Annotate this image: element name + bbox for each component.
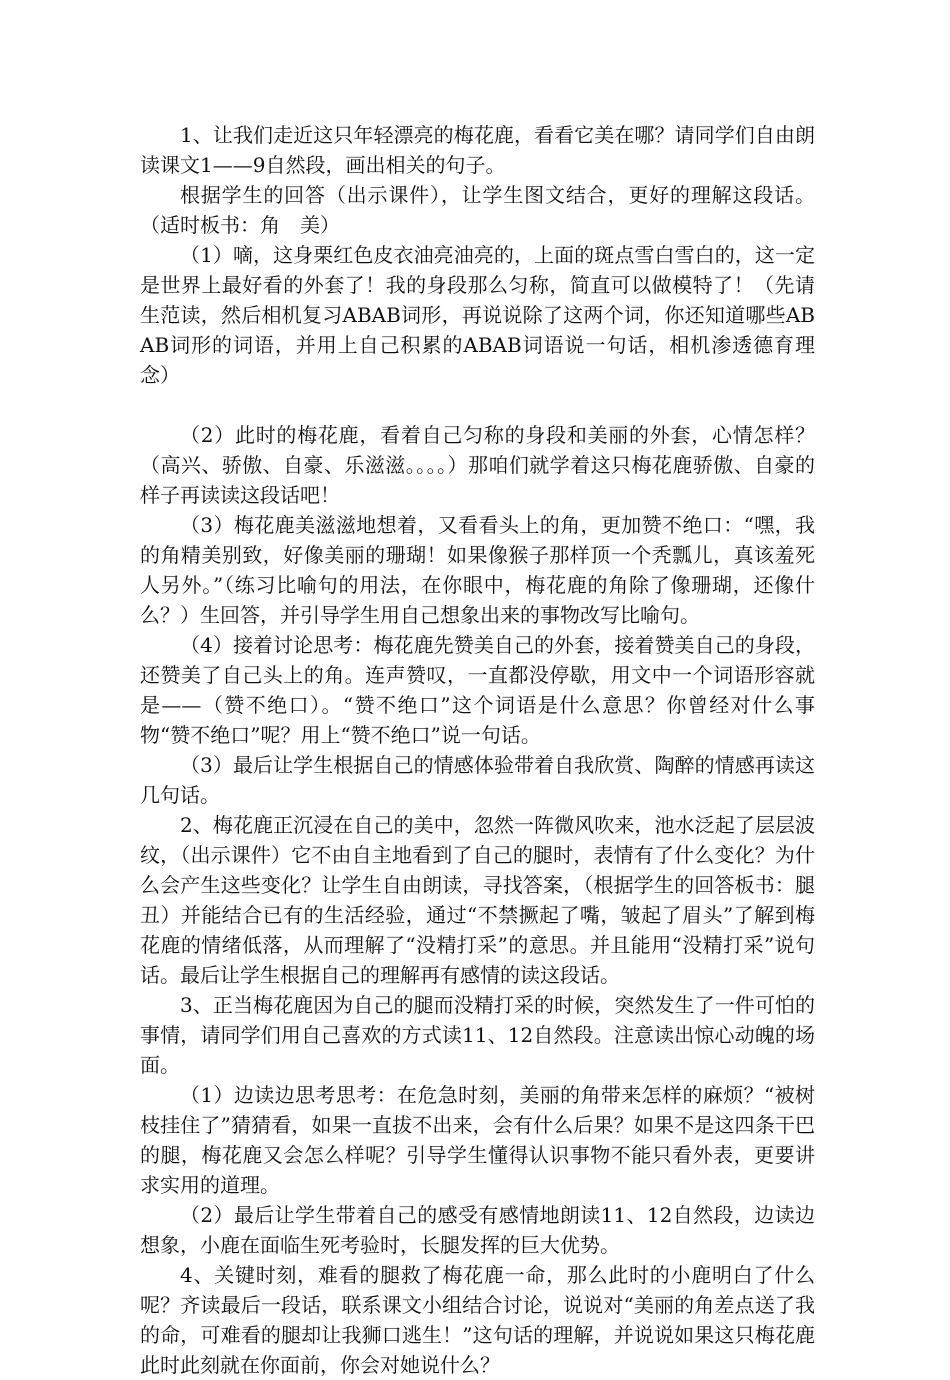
paragraph-2: 根据学生的回答（出示课件），让学生图文结合，更好的理解这段话。（适时板书：角 美） bbox=[140, 183, 815, 237]
paragraph-12: 4、关键时刻，难看的腿救了梅花鹿一命，那么此时的小鹿明白了什么呢？齐读最后一段话，联系课文小组结合讨论，说说对“美丽的角差点送了我的命，可难看的腿却让我狮口逃生！”这句话的理解，并说说如果这只梅花鹿此时此刻就在你面前，你会对她说什么？ bbox=[140, 1263, 815, 1377]
paragraph-4: （2）此时的梅花鹿，看着自己匀称的身段和美丽的外套，心情怎样？（高兴、骄傲、自豪、乐滋滋。。。。）那咱们就学着这只梅花鹿骄傲、自豪的样子再读读这段话吧！ bbox=[140, 423, 815, 507]
paragraph-7: （3）最后让学生根据自己的情感体验带着自我欣赏、陶醉的情感再读这几句话。 bbox=[140, 753, 815, 807]
paragraph-10: （1）边读边思考思考：在危急时刻，美丽的角带来怎样的麻烦？“被树枝挂住了”猜猜看，如果一直拔不出来，会有什么后果？如果不是这四条干巴的腿，梅花鹿又会怎么样呢？引导学生懂得认识事物不能只看外表，更要讲求实用的道理。 bbox=[140, 1083, 815, 1197]
paragraph-11: （2）最后让学生带着自己的感受有感情地朗读11、12自然段，边读边想象，小鹿在面临生死考验时，长腿发挥的巨大优势。 bbox=[140, 1203, 815, 1257]
paragraph-3: （1）嘀，这身栗红色皮衣油亮油亮的，上面的斑点雪白雪白的，这一定是世界上最好看的外套了！我的身段那么匀称，简直可以做模特了！（先请生范读，然后相机复习ABAB词形，再说说除了这两个词，你还知道哪些ABAB词形的词语，并用上自己积累的ABAB词语说一句话，相机渗透德育理念） bbox=[140, 243, 815, 387]
paragraph-8: 2、梅花鹿正沉浸在自己的美中，忽然一阵微风吹来，池水泛起了层层波纹，（出示课件）它不由自主地看到了自己的腿时，表情有了什么变化？为什么会产生这些变化？让学生自由朗读，寻找答案，（根据学生的回答板书：腿 丑）并能结合已有的生活经验，通过“不禁撅起了嘴，皱起了眉头”了解到梅花鹿的情绪低落，从而理解了“没精打采”的意思。并且能用“没精打采”说句话。最后让学生根据自己的理解再有感情的读这段话。 bbox=[140, 813, 835, 987]
paragraph-6: （4）接着讨论思考：梅花鹿先赞美自己的外套，接着赞美自己的身段，还赞美了自己头上的角。连声赞叹，一直都没停歇，用文中一个词语形容就是——（赞不绝口）。“赞不绝口”这个词语是什么意思？你曾经对什么事物“赞不绝口”呢？用上“赞不绝口”说一句话。 bbox=[140, 633, 815, 747]
paragraph-9: 3、正当梅花鹿因为自己的腿而没精打采的时候，突然发生了一件可怕的事情，请同学们用自己喜欢的方式读11、12自然段。注意读出惊心动魄的场面。 bbox=[140, 993, 815, 1077]
paragraph-5: （3）梅花鹿美滋滋地想着，又看看头上的角，更加赞不绝口：“嘿，我的角精美别致，好像美丽的珊瑚！如果像猴子那样顶一个秃瓢儿，真该羞死人另外。”（练习比喻句的用法，在你眼中，梅花鹿的角除了像珊瑚，还像什么？）生回答，并引导学生用自己想象出来的事物改写比喻句。 bbox=[140, 513, 815, 627]
paragraph-1: 1、让我们走近这只年轻漂亮的梅花鹿，看看它美在哪？请同学们自由朗读课文1——9自然段，画出相关的句子。 bbox=[140, 123, 815, 177]
document-body bbox=[140, 120, 835, 1380]
